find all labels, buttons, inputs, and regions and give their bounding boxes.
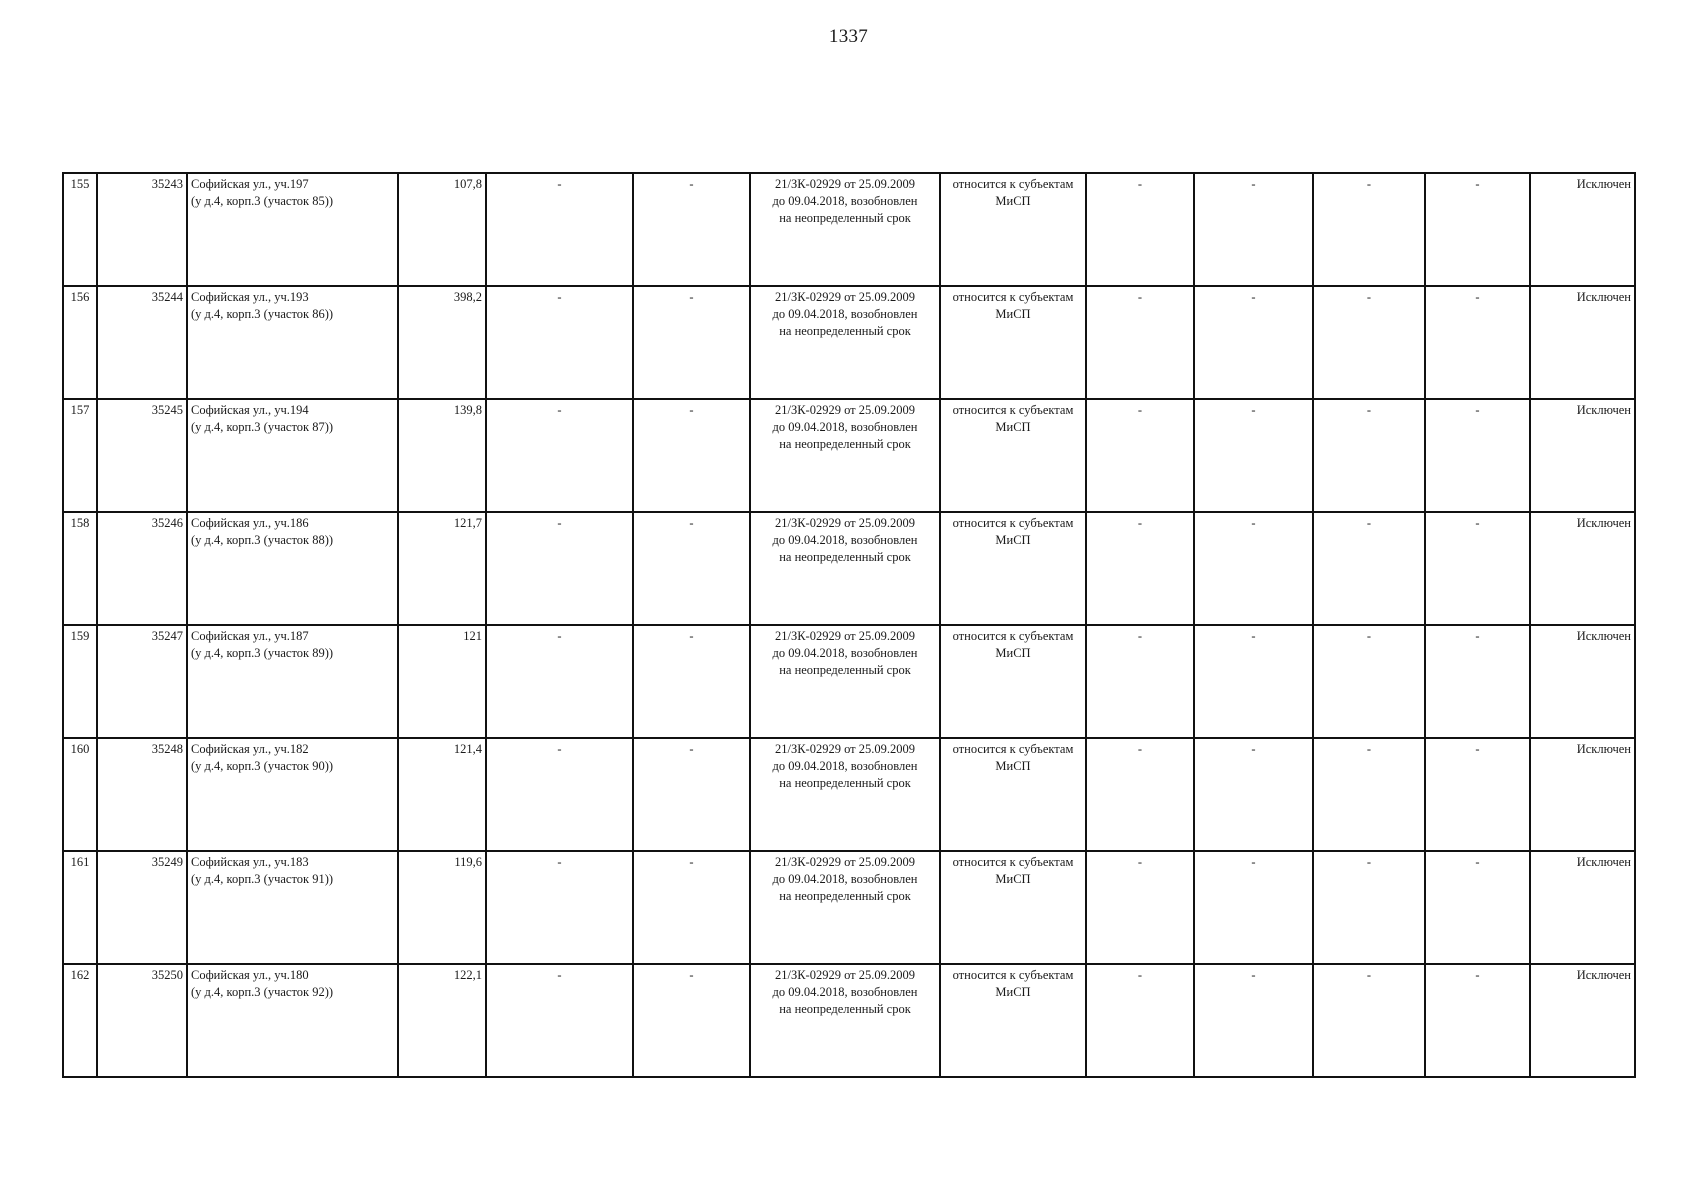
address-cell xyxy=(187,964,398,1077)
col6-cell xyxy=(633,964,750,1077)
col12-cell xyxy=(1425,851,1530,964)
col10-text: - xyxy=(1251,742,1256,756)
col11-text: - xyxy=(1366,177,1372,191)
contract-cell xyxy=(750,625,940,738)
row-number-cell xyxy=(63,512,97,625)
category-text: МиСП xyxy=(995,307,1031,321)
area-cell xyxy=(398,512,486,625)
category-text: МиСП xyxy=(995,646,1031,660)
col10-cell xyxy=(1194,286,1313,399)
col11-text: - xyxy=(1366,629,1372,643)
status-cell xyxy=(1530,964,1635,1077)
contract-cell xyxy=(750,286,940,399)
table-row xyxy=(63,625,1635,738)
contract-cell xyxy=(750,399,940,512)
col6-cell xyxy=(633,399,750,512)
col6-text: - xyxy=(689,516,694,530)
object-id-text: 35248 xyxy=(151,742,183,756)
col6-cell xyxy=(633,512,750,625)
address-text: Софийская ул., уч.182 xyxy=(191,742,309,756)
contract-text: на неопределенный срок xyxy=(779,889,911,903)
address-cell xyxy=(187,286,398,399)
col9-cell xyxy=(1086,399,1194,512)
contract-text: 21/ЗК-02929 от 25.09.2009 xyxy=(774,290,916,304)
contract-text: 21/ЗК-02929 от 25.09.2009 xyxy=(774,629,916,643)
category-text: относится к субъектам xyxy=(952,855,1074,869)
col12-cell xyxy=(1425,625,1530,738)
address-cell xyxy=(187,738,398,851)
col12-text: - xyxy=(1475,516,1480,530)
col12-text: - xyxy=(1475,968,1480,982)
object-id-text: 35243 xyxy=(151,177,183,191)
row-number-cell xyxy=(63,286,97,399)
col11-cell xyxy=(1313,738,1425,851)
registry-table-body xyxy=(63,173,1635,1077)
contract-text: на неопределенный срок xyxy=(779,1002,911,1016)
object-id-cell xyxy=(97,625,187,738)
row-number-text: 160 xyxy=(70,742,90,756)
col9-cell xyxy=(1086,512,1194,625)
contract-text: на неопределенный срок xyxy=(779,437,911,451)
col6-text: - xyxy=(689,629,694,643)
area-text: 139,8 xyxy=(453,403,482,417)
contract-cell xyxy=(750,964,940,1077)
status-cell xyxy=(1530,738,1635,851)
status-text: Исключен xyxy=(1576,403,1631,417)
col12-cell xyxy=(1425,173,1530,286)
address-text: (у д.4, корп.3 (участок 91)) xyxy=(191,872,334,886)
area-text: 121,7 xyxy=(453,516,482,530)
col5-text: - xyxy=(557,742,562,756)
col10-cell xyxy=(1194,512,1313,625)
row-number-cell xyxy=(63,851,97,964)
category-text: относится к субъектам xyxy=(952,403,1074,417)
contract-text: на неопределенный срок xyxy=(779,776,911,790)
address-text: Софийская ул., уч.194 xyxy=(191,403,309,417)
category-text: относится к субъектам xyxy=(952,516,1074,530)
area-text: 121 xyxy=(463,629,482,643)
object-id-text: 35250 xyxy=(151,968,183,982)
category-text: относится к субъектам xyxy=(952,290,1074,304)
address-cell xyxy=(187,851,398,964)
table-row xyxy=(63,738,1635,851)
contract-text: на неопределенный срок xyxy=(779,211,911,225)
contract-text: до 09.04.2018, возобновлен xyxy=(772,533,918,547)
status-cell xyxy=(1530,173,1635,286)
row-number-cell xyxy=(63,625,97,738)
col6-cell xyxy=(633,173,750,286)
row-number-text: 159 xyxy=(70,629,90,643)
col9-text: - xyxy=(1137,742,1143,756)
col5-cell xyxy=(486,625,633,738)
contract-text: до 09.04.2018, возобновлен xyxy=(772,307,918,321)
col11-text: - xyxy=(1366,403,1372,417)
area-text: 119,6 xyxy=(454,855,482,869)
col6-cell xyxy=(633,286,750,399)
address-text: Софийская ул., уч.183 xyxy=(191,855,309,869)
category-text: МиСП xyxy=(995,533,1031,547)
address-text: Софийская ул., уч.186 xyxy=(191,516,309,530)
address-text: Софийская ул., уч.180 xyxy=(191,968,309,982)
col9-text: - xyxy=(1137,855,1143,869)
col11-text: - xyxy=(1366,742,1372,756)
col12-cell xyxy=(1425,399,1530,512)
col9-text: - xyxy=(1137,290,1143,304)
col12-cell xyxy=(1425,738,1530,851)
object-id-cell xyxy=(97,851,187,964)
object-id-cell xyxy=(97,738,187,851)
object-id-text: 35246 xyxy=(151,516,183,530)
contract-text: 21/ЗК-02929 от 25.09.2009 xyxy=(774,177,916,191)
object-id-text: 35249 xyxy=(151,855,183,869)
contract-text: на неопределенный срок xyxy=(779,550,911,564)
col6-cell xyxy=(633,851,750,964)
col6-text: - xyxy=(689,742,694,756)
contract-text: 21/ЗК-02929 от 25.09.2009 xyxy=(774,516,916,530)
address-cell xyxy=(187,512,398,625)
area-cell xyxy=(398,173,486,286)
col6-text: - xyxy=(689,855,694,869)
category-cell xyxy=(940,851,1086,964)
category-text: относится к субъектам xyxy=(952,177,1074,191)
address-text: Софийская ул., уч.197 xyxy=(191,177,309,191)
col12-cell xyxy=(1425,964,1530,1077)
col10-cell xyxy=(1194,851,1313,964)
col9-cell xyxy=(1086,286,1194,399)
col5-cell xyxy=(486,286,633,399)
row-number-text: 156 xyxy=(70,290,90,304)
address-text: (у д.4, корп.3 (участок 87)) xyxy=(191,420,334,434)
col12-text: - xyxy=(1475,403,1480,417)
category-text: МиСП xyxy=(995,872,1031,886)
col5-cell xyxy=(486,964,633,1077)
status-text: Исключен xyxy=(1576,968,1631,982)
col9-text: - xyxy=(1137,177,1143,191)
col10-cell xyxy=(1194,964,1313,1077)
category-cell xyxy=(940,964,1086,1077)
status-cell xyxy=(1530,512,1635,625)
status-text: Исключен xyxy=(1576,516,1631,530)
row-number-text: 158 xyxy=(70,516,90,530)
col10-text: - xyxy=(1251,855,1256,869)
col10-text: - xyxy=(1251,177,1256,191)
object-id-cell xyxy=(97,512,187,625)
col9-text: - xyxy=(1137,968,1143,982)
row-number-text: 162 xyxy=(70,968,90,982)
category-cell xyxy=(940,625,1086,738)
status-cell xyxy=(1530,399,1635,512)
address-text: (у д.4, корп.3 (участок 92)) xyxy=(191,985,334,999)
col12-text: - xyxy=(1475,742,1480,756)
address-cell xyxy=(187,173,398,286)
col12-text: - xyxy=(1475,177,1480,191)
status-text: Исключен xyxy=(1576,629,1631,643)
contract-text: до 09.04.2018, возобновлен xyxy=(772,985,918,999)
col11-text: - xyxy=(1366,968,1372,982)
category-text: относится к субъектам xyxy=(952,968,1074,982)
table-row xyxy=(63,512,1635,625)
col9-text: - xyxy=(1137,403,1143,417)
col5-text: - xyxy=(557,290,562,304)
object-id-text: 35247 xyxy=(151,629,183,643)
address-text: Софийская ул., уч.187 xyxy=(191,629,309,643)
col11-text: - xyxy=(1366,290,1372,304)
col12-cell xyxy=(1425,512,1530,625)
area-cell xyxy=(398,738,486,851)
status-text: Исключен xyxy=(1576,742,1631,756)
col6-text: - xyxy=(689,403,694,417)
area-cell xyxy=(398,399,486,512)
col5-cell xyxy=(486,173,633,286)
col5-cell xyxy=(486,512,633,625)
category-text: относится к субъектам xyxy=(952,742,1074,756)
contract-cell xyxy=(750,512,940,625)
col11-text: - xyxy=(1366,855,1372,869)
col10-text: - xyxy=(1251,629,1256,643)
row-number-cell xyxy=(63,964,97,1077)
status-text: Исключен xyxy=(1576,855,1631,869)
address-text: (у д.4, корп.3 (участок 86)) xyxy=(191,307,334,321)
col11-cell xyxy=(1313,964,1425,1077)
col10-text: - xyxy=(1251,403,1256,417)
area-text: 121,4 xyxy=(453,742,482,756)
row-number-text: 155 xyxy=(70,177,90,191)
table-row xyxy=(63,286,1635,399)
address-text: (у д.4, корп.3 (участок 88)) xyxy=(191,533,334,547)
area-cell xyxy=(398,851,486,964)
object-id-cell xyxy=(97,399,187,512)
table-row xyxy=(63,964,1635,1077)
contract-cell xyxy=(750,851,940,964)
area-text: 122,1 xyxy=(453,968,482,982)
col5-cell xyxy=(486,851,633,964)
contract-text: до 09.04.2018, возобновлен xyxy=(772,872,918,886)
area-text: 398,2 xyxy=(453,290,482,304)
category-cell xyxy=(940,173,1086,286)
area-cell xyxy=(398,625,486,738)
object-id-cell xyxy=(97,173,187,286)
row-number-cell xyxy=(63,738,97,851)
area-cell xyxy=(398,964,486,1077)
table-row xyxy=(63,173,1635,286)
contract-text: на неопределенный срок xyxy=(779,324,911,338)
category-text: МиСП xyxy=(995,420,1031,434)
object-id-cell xyxy=(97,286,187,399)
object-id-text: 35245 xyxy=(151,403,183,417)
col9-cell xyxy=(1086,738,1194,851)
status-cell xyxy=(1530,851,1635,964)
col5-text: - xyxy=(557,968,562,982)
row-number-cell xyxy=(63,173,97,286)
category-cell xyxy=(940,738,1086,851)
col6-text: - xyxy=(689,177,694,191)
table-row xyxy=(63,851,1635,964)
col9-text: - xyxy=(1137,629,1143,643)
col10-cell xyxy=(1194,399,1313,512)
row-number-text: 157 xyxy=(70,403,90,417)
contract-text: до 09.04.2018, возобновлен xyxy=(772,194,918,208)
contract-cell xyxy=(750,173,940,286)
address-text: Софийская ул., уч.193 xyxy=(191,290,309,304)
address-text: (у д.4, корп.3 (участок 90)) xyxy=(191,759,334,773)
status-cell xyxy=(1530,625,1635,738)
status-text: Исключен xyxy=(1576,177,1631,191)
col6-text: - xyxy=(689,968,694,982)
address-cell xyxy=(187,625,398,738)
col11-cell xyxy=(1313,399,1425,512)
category-text: МиСП xyxy=(995,759,1031,773)
status-text: Исключен xyxy=(1576,290,1631,304)
col5-text: - xyxy=(557,855,562,869)
category-cell xyxy=(940,286,1086,399)
col9-cell xyxy=(1086,173,1194,286)
col10-text: - xyxy=(1251,516,1256,530)
col5-text: - xyxy=(557,516,562,530)
col11-cell xyxy=(1313,851,1425,964)
status-cell xyxy=(1530,286,1635,399)
object-id-cell xyxy=(97,964,187,1077)
category-cell xyxy=(940,512,1086,625)
col10-cell xyxy=(1194,625,1313,738)
contract-text: до 09.04.2018, возобновлен xyxy=(772,646,918,660)
page-number: 1337 xyxy=(828,26,869,47)
address-text: (у д.4, корп.3 (участок 89)) xyxy=(191,646,334,660)
contract-text: 21/ЗК-02929 от 25.09.2009 xyxy=(774,403,916,417)
contract-text: до 09.04.2018, возобновлен xyxy=(772,759,918,773)
registry-table xyxy=(62,172,1636,1078)
contract-text: 21/ЗК-02929 от 25.09.2009 xyxy=(774,968,916,982)
col9-cell xyxy=(1086,851,1194,964)
col11-cell xyxy=(1313,625,1425,738)
contract-cell xyxy=(750,738,940,851)
contract-text: до 09.04.2018, возобновлен xyxy=(772,420,918,434)
col5-cell xyxy=(486,738,633,851)
category-text: МиСП xyxy=(995,194,1031,208)
col9-cell xyxy=(1086,964,1194,1077)
col11-cell xyxy=(1313,512,1425,625)
contract-text: 21/ЗК-02929 от 25.09.2009 xyxy=(774,855,916,869)
row-number-cell xyxy=(63,399,97,512)
table-row xyxy=(63,399,1635,512)
col5-text: - xyxy=(557,629,562,643)
col12-cell xyxy=(1425,286,1530,399)
area-text: 107,8 xyxy=(453,177,482,191)
col11-cell xyxy=(1313,286,1425,399)
contract-text: 21/ЗК-02929 от 25.09.2009 xyxy=(774,742,916,756)
col5-cell xyxy=(486,399,633,512)
col9-cell xyxy=(1086,625,1194,738)
address-cell xyxy=(187,399,398,512)
object-id-text: 35244 xyxy=(151,290,183,304)
address-text: (у д.4, корп.3 (участок 85)) xyxy=(191,194,334,208)
col10-cell xyxy=(1194,173,1313,286)
col10-cell xyxy=(1194,738,1313,851)
col5-text: - xyxy=(557,177,562,191)
col12-text: - xyxy=(1475,290,1480,304)
col11-cell xyxy=(1313,173,1425,286)
col12-text: - xyxy=(1475,855,1480,869)
contract-text: на неопределенный срок xyxy=(779,663,911,677)
col5-text: - xyxy=(557,403,562,417)
category-cell xyxy=(940,399,1086,512)
col11-text: - xyxy=(1366,516,1372,530)
category-text: относится к субъектам xyxy=(952,629,1074,643)
col6-cell xyxy=(633,625,750,738)
category-text: МиСП xyxy=(995,985,1031,999)
col6-cell xyxy=(633,738,750,851)
col9-text: - xyxy=(1137,516,1143,530)
col6-text: - xyxy=(689,290,694,304)
col12-text: - xyxy=(1475,629,1480,643)
col10-text: - xyxy=(1251,968,1256,982)
col10-text: - xyxy=(1251,290,1256,304)
row-number-text: 161 xyxy=(70,855,90,869)
area-cell xyxy=(398,286,486,399)
